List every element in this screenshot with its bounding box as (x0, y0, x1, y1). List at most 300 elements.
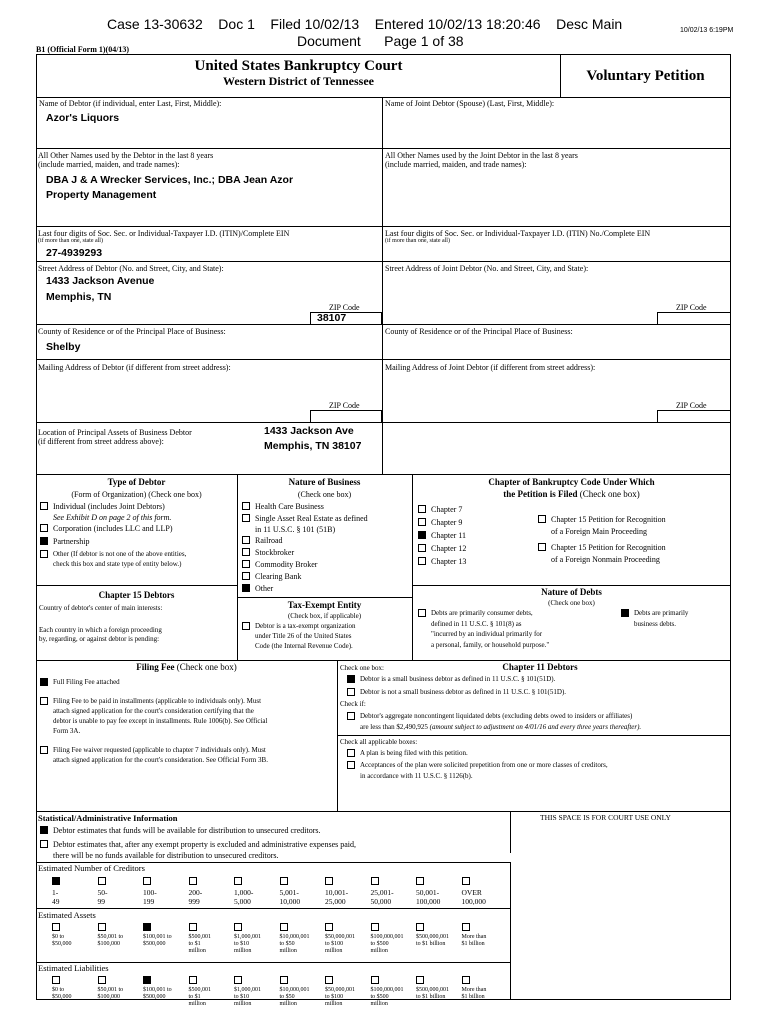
clearing-bank-option[interactable] (242, 572, 301, 581)
liabilities-checkbox[interactable] (98, 976, 106, 984)
assets-checkbox[interactable] (143, 923, 151, 931)
joint-ssn-sub: (if more than one, state all) (385, 238, 450, 244)
assets-range-label: million (325, 948, 343, 954)
funds-available-option[interactable] (40, 826, 320, 835)
nature-of-business-sub: (Check one box) (297, 490, 352, 499)
tax-exempt-line-3: Code (the Internal Revenue Code). (255, 642, 353, 650)
assets-range-label: $100,000 (97, 941, 120, 947)
business-debts-label: Debts are primarily (634, 609, 689, 617)
plan-filed-checkbox[interactable] (347, 749, 355, 757)
business-debts-line-2: business debts. (634, 620, 676, 628)
street-value-1: 1433 Jackson Avenue (46, 275, 155, 287)
consumer-debts-label: Debts are primarily consumer debts, (431, 609, 533, 617)
creditors-checkbox[interactable] (143, 877, 151, 885)
installment-fee-option[interactable] (40, 697, 261, 706)
assets-range-label: $1 billion (461, 941, 485, 947)
business-other-option[interactable] (242, 584, 273, 593)
liabilities-range-label: $100,000,001 (370, 987, 404, 993)
chapter-9-option[interactable] (418, 518, 462, 527)
tax-exempt-option[interactable] (242, 622, 356, 631)
liabilities-range-label: to $500 (370, 994, 389, 1000)
creditors-option[interactable] (143, 877, 189, 906)
assets-option[interactable] (280, 923, 326, 955)
assets-checkbox[interactable] (234, 923, 242, 931)
liabilities-option[interactable] (371, 976, 417, 1008)
creditors-checkbox[interactable] (371, 877, 379, 885)
chapter-15-nonmain-sub: of a Foreign Nonmain Proceeding (551, 555, 660, 564)
chapter-7-checkbox[interactable] (418, 505, 426, 513)
liabilities-checkbox[interactable] (280, 976, 288, 984)
filing-fee-title (36, 662, 337, 672)
joint-mailing-label: Mailing Address of Joint Debtor (if different from street address): (385, 363, 596, 372)
assets-option[interactable] (416, 923, 462, 955)
creditors-checkbox[interactable] (189, 877, 197, 885)
partnership-checkbox[interactable] (40, 537, 48, 545)
creditors-option[interactable] (280, 877, 326, 906)
installment-fee-line-3: debtor is unable to pay fee except in installments. Rule 1006(b). See Official (53, 717, 268, 725)
chapter-15-main-checkbox[interactable] (538, 515, 546, 523)
assets-range-label: More than (461, 934, 487, 940)
creditors-range-label: 200- (188, 888, 203, 897)
assets-checkbox[interactable] (462, 923, 470, 931)
assets-range-label: million (279, 948, 297, 954)
creditors-range-label: 49 (52, 897, 60, 906)
liabilities-checkbox[interactable] (371, 976, 379, 984)
aggregate-debts-line-2 (360, 723, 641, 732)
consumer-debts-checkbox[interactable] (418, 609, 426, 617)
other-names-label-1: All Other Names used by the Debtor in the last 8 years (38, 151, 214, 160)
single-asset-ref: in 11 U.S.C. § 101 (51B) (255, 525, 336, 534)
ssn-value: 27-4939293 (46, 247, 103, 259)
liabilities-option[interactable] (143, 976, 189, 1008)
liabilities-range-label: $0 to (52, 987, 65, 993)
assets-option[interactable] (98, 923, 144, 955)
creditors-range-label: 50,001- (416, 888, 440, 897)
assets-checkbox[interactable] (280, 923, 288, 931)
type-partnership-option[interactable] (40, 537, 89, 546)
chapter-13-option[interactable] (418, 557, 466, 566)
small-business-label: Debtor is a small business debtor as defined in 11 U.S.C. § 101(51D). (360, 675, 556, 683)
liabilities-range-label: to $1 billion (416, 994, 446, 1000)
county-value: Shelby (46, 341, 81, 353)
creditors-range-label: 50- (97, 888, 108, 897)
chapter-12-label: Chapter 12 (431, 544, 467, 553)
assets-range-label: to $100 (325, 941, 344, 947)
chapter-9-label: Chapter 9 (431, 518, 463, 527)
zip-value: 38107 (317, 312, 347, 324)
liabilities-checkbox[interactable] (234, 976, 242, 984)
type-other-note: check this box and state type of entity below.) (53, 560, 182, 568)
clearing-bank-checkbox[interactable] (242, 572, 250, 580)
exhibit-d-note: See Exhibit D on page 2 of this form. (53, 513, 172, 522)
check-all-label: Check all applicable boxes: (340, 738, 418, 746)
other-names-label-2: (include married, maiden, and trade names): (38, 160, 180, 169)
chapter-11-option[interactable] (418, 531, 466, 540)
nature-of-debts-sub: (Check one box) (548, 599, 595, 607)
business-debts-checkbox[interactable] (621, 609, 629, 617)
liabilities-range-label: $1 billion (461, 994, 485, 1000)
acceptances-checkbox[interactable] (347, 761, 355, 769)
timestamp: 10/02/13 6:19PM (680, 27, 734, 34)
liabilities-checkbox[interactable] (325, 976, 333, 984)
assets-range-label: $100,001 to (143, 934, 172, 940)
chapter-15-main-option[interactable] (538, 515, 666, 524)
joint-other-names-label-1: All Other Names used by the Joint Debtor in the last 8 years (385, 151, 578, 160)
creditors-range-label: 1- (52, 888, 59, 897)
ssn-label: Last four digits of Soc. Sec. or Individual-Taxpayer I.D. (ITIN)/Complete EIN (38, 229, 290, 238)
creditors-option[interactable] (234, 877, 280, 906)
installment-fee-line-2: attach signed application for the court's consideration certifying that the (53, 707, 254, 715)
business-debts-option[interactable] (621, 609, 688, 618)
liabilities-option[interactable] (189, 976, 235, 1008)
chapter-7-label: Chapter 7 (431, 505, 463, 514)
commodity-broker-option[interactable] (242, 560, 317, 569)
other-names-value-1: DBA J & A Wrecker Services, Inc.; DBA Jean Azor (46, 174, 294, 186)
assets-range-label: to $10 (234, 941, 250, 947)
liabilities-range-label: million (325, 1001, 343, 1007)
liabilities-range-label: More than (461, 987, 487, 993)
tax-exempt-line-2: under Title 26 of the United States (255, 632, 352, 640)
type-other-label: Other (If debtor is not one of the above entities, (53, 550, 187, 558)
street-label: Street Address of Debtor (No. and Street, City, and State): (38, 264, 224, 273)
liabilities-option[interactable] (325, 976, 371, 1008)
full-fee-checkbox[interactable] (40, 678, 48, 686)
acceptances-label: Acceptances of the plan were solicited prepetition from one or more classes of creditors, (360, 761, 608, 769)
assets-option[interactable] (52, 923, 98, 955)
chapter-13-label: Chapter 13 (431, 557, 467, 566)
business-other-label: Other (255, 584, 274, 593)
single-asset-option[interactable] (242, 514, 368, 523)
no-funds-line-2: there will be no funds available for distribution to unsecured creditors. (53, 851, 279, 860)
location-value-2: Memphis, TN 38107 (264, 440, 362, 452)
creditors-range-label: OVER (461, 888, 482, 897)
aggregate-debts-amount: are less than $2,490,925 (360, 723, 428, 731)
creditors-range-label: 100,000 (461, 897, 486, 906)
type-other-option[interactable] (40, 550, 186, 559)
chapter-13-checkbox[interactable] (418, 557, 426, 565)
joint-mailing-zip-label: ZIP Code (676, 401, 707, 410)
ssn-sub: (if more than one, state all) (38, 238, 103, 244)
location-value-1: 1433 Jackson Ave (264, 425, 354, 437)
commodity-broker-label: Commodity Broker (255, 560, 318, 569)
small-business-option[interactable] (347, 675, 555, 684)
assets-checkbox[interactable] (325, 923, 333, 931)
chapter-11-label: Chapter 11 (431, 531, 467, 540)
health-care-label: Health Care Business (255, 502, 324, 511)
creditors-checkbox[interactable] (462, 877, 470, 885)
chapter-15-nonmain-checkbox[interactable] (538, 543, 546, 551)
assets-checkbox[interactable] (189, 923, 197, 931)
clearing-bank-label: Clearing Bank (255, 572, 302, 581)
individual-checkbox[interactable] (40, 502, 48, 510)
liabilities-option[interactable] (234, 976, 280, 1008)
country-label: Country of debtor's center of main interests: (39, 604, 163, 612)
debtor-name-value: Azor's Liquors (46, 112, 120, 124)
chapter-title-2-sub: (Check one box) (579, 489, 640, 499)
creditors-option[interactable] (371, 877, 417, 906)
form-id: B1 (Official Form 1)(04/13) (36, 45, 130, 54)
chapter-12-checkbox[interactable] (418, 544, 426, 552)
type-of-debtor-sub: (Form of Organization) (Check one box) (71, 490, 202, 499)
creditors-checkbox[interactable] (416, 877, 424, 885)
joint-zip-label: ZIP Code (676, 303, 707, 312)
petition-title: Voluntary Petition (586, 68, 705, 84)
chapter15-debtors-title: Chapter 15 Debtors (98, 590, 175, 600)
stockbroker-option[interactable] (242, 548, 294, 557)
consumer-debts-option[interactable] (418, 609, 533, 618)
fee-waiver-line-2: attach signed application for the court's consideration. See Official Form 3B. (53, 756, 268, 764)
creditors-range-label: 1,000- (234, 888, 254, 897)
assets-range-label: $100,000,001 (370, 934, 404, 940)
liabilities-option[interactable] (416, 976, 462, 1008)
not-small-business-label: Debtor is not a small business debtor as defined in 11 U.S.C. § 101(51D). (360, 688, 567, 696)
plan-filed-option[interactable] (347, 749, 468, 758)
assets-option[interactable] (234, 923, 280, 955)
assets-checkbox[interactable] (371, 923, 379, 931)
funds-available-checkbox[interactable] (40, 826, 48, 834)
creditors-option[interactable] (325, 877, 371, 906)
full-fee-option[interactable] (40, 678, 120, 687)
liabilities-range-label: $500,000 (143, 994, 166, 1000)
chapter-9-checkbox[interactable] (418, 518, 426, 526)
creditors-range-label: 10,000 (279, 897, 301, 906)
assets-range-label: $50,001 to (97, 934, 124, 940)
assets-checkbox[interactable] (52, 923, 60, 931)
aggregate-debts-checkbox[interactable] (347, 712, 355, 720)
funds-available-label: Debtor estimates that funds will be available for distribution to unsecured creditors. (53, 826, 321, 835)
document-page-line: Document Page 1 of 38 (297, 33, 464, 49)
consumer-debts-line-4: a personal, family, or household purpose." (431, 641, 550, 649)
liabilities-range-label: $50,000,001 (325, 987, 355, 993)
chapter-15-main-sub: of a Foreign Main Proceeding (551, 527, 647, 536)
assets-range-label: to $500 (370, 941, 389, 947)
assets-option[interactable] (325, 923, 371, 955)
assets-range-label: $50,000,001 (325, 934, 355, 940)
no-funds-label: Debtor estimates that, after any exempt property is excluded and administrative expenses paid, (53, 840, 357, 849)
chapter-7-option[interactable] (418, 505, 462, 514)
joint-ssn-label: Last four digits of Soc. Sec. or Individual-Taxpayer I.D. (ITIN) No./Complete EIN (385, 229, 651, 238)
assets-range-label: million (188, 948, 206, 954)
liabilities-checkbox[interactable] (189, 976, 197, 984)
liabilities-range-label: to $100 (325, 994, 344, 1000)
liabilities-range-label: $500,000,001 (416, 987, 449, 993)
creditors-range-label: 5,001- (279, 888, 299, 897)
no-funds-option[interactable] (40, 840, 356, 849)
not-small-business-checkbox[interactable] (347, 688, 355, 696)
county-label: County of Residence or of the Principal Place of Business: (38, 327, 226, 336)
assets-checkbox[interactable] (416, 923, 424, 931)
liabilities-range-label: $50,001 to (97, 987, 124, 993)
assets-range-label: $0 to (52, 934, 65, 940)
debtor-name-label: Name of Debtor (if individual, enter Last, First, Middle): (39, 99, 222, 108)
installment-fee-label: Filing Fee to be paid in installments (applicable to individuals only). Must (53, 697, 262, 705)
mailing-label: Mailing Address of Debtor (if different from street address): (38, 363, 231, 372)
creditors-range-label: 10,001- (325, 888, 349, 897)
small-business-checkbox[interactable] (347, 675, 355, 683)
liabilities-checkbox[interactable] (143, 976, 151, 984)
joint-debtor-name-label: Name of Joint Debtor (Spouse) (Last, First, Middle): (385, 99, 555, 108)
zip-label: ZIP Code (329, 303, 360, 312)
liabilities-option[interactable] (52, 976, 98, 1008)
chapter-12-option[interactable] (418, 544, 466, 553)
creditors-option[interactable] (416, 877, 462, 906)
single-asset-checkbox[interactable] (242, 514, 250, 522)
creditors-range-label: 50,000 (370, 897, 392, 906)
individual-label: Individual (includes Joint Debtors) (53, 502, 165, 511)
no-funds-checkbox[interactable] (40, 840, 48, 848)
stockbroker-label: Stockbroker (255, 548, 295, 557)
liabilities-checkbox[interactable] (416, 976, 424, 984)
consumer-debts-line-3: "incurred by an individual primarily for (431, 630, 543, 638)
chapter-11-checkbox[interactable] (418, 531, 426, 539)
assets-option[interactable] (371, 923, 417, 955)
liabilities-range-label: $50,000 (52, 994, 72, 1000)
corporation-label: Corporation (includes LLC and LLP) (53, 524, 173, 533)
check-one-box-label: Check one box: (340, 664, 384, 672)
creditors-grid (52, 877, 507, 906)
not-small-business-option[interactable] (347, 688, 566, 697)
creditors-range-label: 100- (143, 888, 157, 897)
assets-grid (52, 923, 507, 955)
assets-option[interactable] (462, 923, 508, 955)
nature-of-business-title: Nature of Business (288, 477, 361, 487)
liabilities-range-label: million (370, 1001, 388, 1007)
case-line: Case 13-30632 Doc 1 Filed 10/02/13 Entered 10/02/13 18:20:46 Desc Main (107, 16, 623, 32)
railroad-checkbox[interactable] (242, 536, 250, 544)
health-care-checkbox[interactable] (242, 502, 250, 510)
creditors-range-label: 25,000 (325, 897, 346, 906)
liabilities-range-label: $1,000,001 (234, 987, 261, 993)
assets-range-label: $500,000,001 (416, 934, 449, 940)
liabilities-label: Estimated Liabilities (38, 963, 109, 973)
aggregate-debts-adjust-note: (amount subject to adjustment on 4/01/16 and every three years thereafter). (429, 723, 642, 731)
liabilities-range-label: to $1 (188, 994, 201, 1000)
chapter-15-nonmain-label: Chapter 15 Petition for Recognition (551, 543, 666, 552)
acceptances-option[interactable] (347, 761, 608, 770)
railroad-label: Railroad (255, 536, 283, 545)
fee-waiver-option[interactable] (40, 746, 266, 755)
type-other-checkbox[interactable] (40, 550, 48, 558)
creditors-option[interactable] (52, 877, 98, 906)
check-if-label: Check if: (340, 700, 366, 708)
location-label-1: Location of Principal Assets of Business Debtor (38, 428, 192, 437)
assets-range-label: million (370, 948, 388, 954)
assets-option[interactable] (189, 923, 235, 955)
assets-checkbox[interactable] (98, 923, 106, 931)
liabilities-grid (52, 976, 507, 1008)
filing-fee-title-main: Filing Fee (136, 662, 175, 672)
installment-fee-line-4: Form 3A. (53, 727, 81, 735)
foreign-proceeding-label-1: Each country in which a foreign proceeding (39, 626, 162, 634)
type-individual-option[interactable] (40, 502, 165, 511)
business-other-checkbox[interactable] (242, 584, 250, 592)
creditors-range-label: 199 (143, 897, 155, 906)
health-care-option[interactable] (242, 502, 324, 511)
creditors-checkbox[interactable] (325, 877, 333, 885)
district-title: Western District of Tennessee (223, 74, 374, 88)
mailing-zip-label: ZIP Code (329, 401, 360, 410)
liabilities-option[interactable] (280, 976, 326, 1008)
tax-exempt-checkbox[interactable] (242, 622, 250, 630)
chapter-title-1: Chapter of Bankruptcy Code Under Which (488, 477, 655, 487)
creditors-option[interactable] (98, 877, 144, 906)
liabilities-range-label: million (279, 1001, 297, 1007)
assets-option[interactable] (143, 923, 189, 955)
tax-exempt-title: Tax-Exempt Entity (287, 600, 362, 610)
creditors-option[interactable] (189, 877, 235, 906)
liabilities-checkbox[interactable] (52, 976, 60, 984)
single-asset-label: Single Asset Real Estate as defined (255, 514, 368, 523)
tax-exempt-sub: (Check box, if applicable) (287, 612, 362, 620)
fee-waiver-label: Filing Fee waiver requested (applicable to chapter 7 individuals only). Must (53, 746, 266, 754)
liabilities-range-label: million (234, 1001, 252, 1007)
fee-waiver-checkbox[interactable] (40, 746, 48, 754)
partnership-label: Partnership (53, 537, 90, 546)
assets-range-label: million (234, 948, 252, 954)
plan-filed-label: A plan is being filed with this petition. (360, 749, 468, 757)
joint-other-names-label-2: (include married, maiden, and trade names): (385, 160, 527, 169)
type-corporation-option[interactable] (40, 524, 173, 533)
creditors-option[interactable] (462, 877, 508, 906)
acceptances-line-2: in accordance with 11 U.S.C. § 1126(b). (360, 772, 473, 780)
chapter-15-main-label: Chapter 15 Petition for Recognition (551, 515, 666, 524)
creditors-range-label: 99 (97, 897, 105, 906)
liabilities-range-label: to $50 (279, 994, 295, 1000)
assets-range-label: $50,000 (52, 941, 72, 947)
joint-county-label: County of Residence or of the Principal Place of Business: (385, 327, 573, 336)
creditors-range-label: 100,000 (416, 897, 441, 906)
creditors-label: Estimated Number of Creditors (38, 863, 145, 873)
assets-range-label: to $1 billion (416, 941, 446, 947)
chapter-title-2-main: the Petition is Filed (503, 489, 578, 499)
creditors-checkbox[interactable] (52, 877, 60, 885)
liabilities-option[interactable] (98, 976, 144, 1008)
creditors-checkbox[interactable] (98, 877, 106, 885)
assets-label: Estimated Assets (38, 910, 96, 920)
assets-range-label: $10,000,001 (279, 934, 310, 940)
assets-range-label: $500,001 (188, 934, 211, 940)
liabilities-range-label: $100,001 to (143, 987, 172, 993)
assets-range-label: to $50 (279, 941, 295, 947)
railroad-option[interactable] (242, 536, 283, 545)
chapter11-debtors-title: Chapter 11 Debtors (502, 662, 578, 672)
commodity-broker-checkbox[interactable] (242, 560, 250, 568)
liabilities-checkbox[interactable] (462, 976, 470, 984)
filing-fee-title-sub: (Check one box) (176, 662, 237, 672)
creditors-range-label: 25,001- (370, 888, 394, 897)
liabilities-range-label: $10,000,001 (279, 987, 310, 993)
aggregate-debts-option[interactable] (347, 712, 632, 721)
aggregate-debts-label: Debtor's aggregate noncontingent liquidated debts (excluding debts owed to insiders or affiliates) (360, 712, 633, 720)
creditors-checkbox[interactable] (280, 877, 288, 885)
liabilities-range-label: $100,000 (97, 994, 120, 1000)
full-fee-label: Full Filing Fee attached (53, 678, 120, 686)
corporation-checkbox[interactable] (40, 524, 48, 532)
consumer-debts-line-2: defined in 11 U.S.C. § 101(8) as (431, 620, 522, 628)
chapter-15-nonmain-option[interactable] (538, 543, 666, 552)
location-label-2: (if different from street address above): (38, 437, 164, 446)
installment-fee-checkbox[interactable] (40, 697, 48, 705)
creditors-checkbox[interactable] (234, 877, 242, 885)
assets-range-label: $1,000,001 (234, 934, 261, 940)
liabilities-range-label: $500,001 (188, 987, 211, 993)
tax-exempt-label: Debtor is a tax-exempt organization (255, 622, 356, 630)
liabilities-option[interactable] (462, 976, 508, 1008)
assets-range-label: to $1 (188, 941, 201, 947)
other-names-value-2: Property Management (46, 189, 157, 201)
nature-of-debts-title: Nature of Debts (541, 587, 602, 597)
stockbroker-checkbox[interactable] (242, 548, 250, 556)
